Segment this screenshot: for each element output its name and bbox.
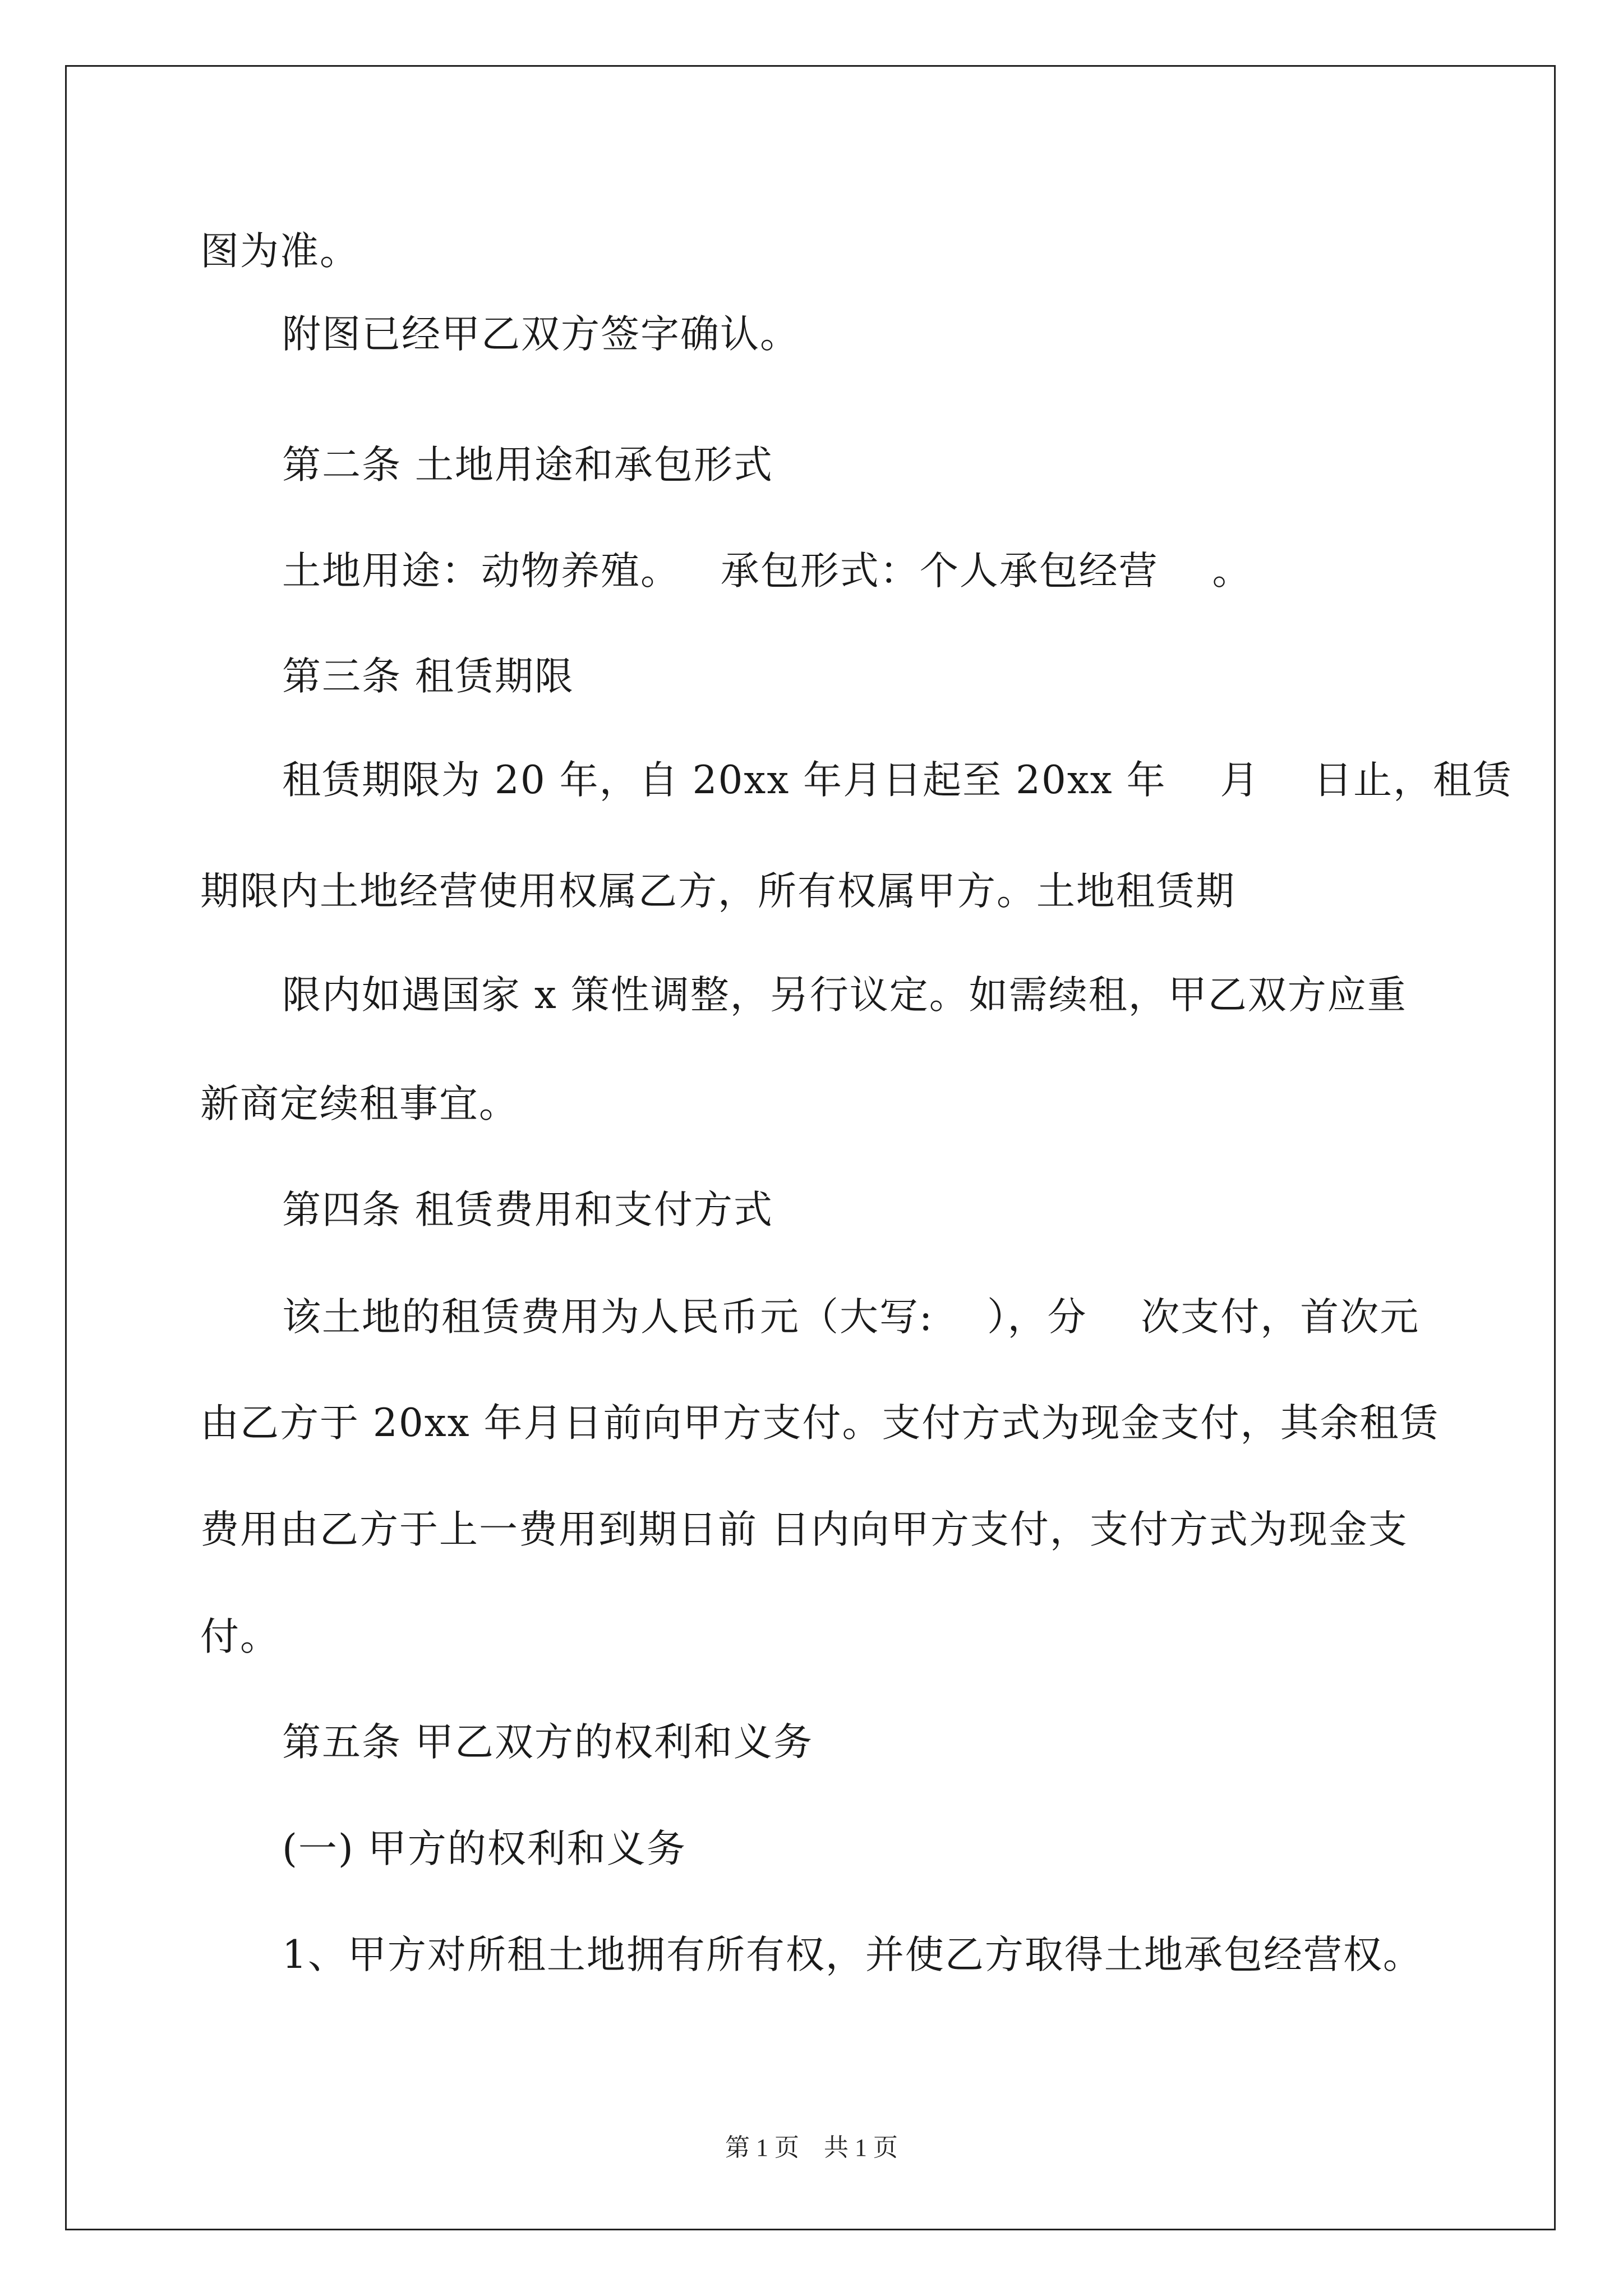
text-line: 费用由乙方于上一费用到期日前 日内向甲方支付，支付方式为现金支 [200,1507,1408,1552]
sub-heading: (一) 甲方的权利和义务 [282,1826,686,1871]
text-line: 付。 [200,1614,280,1659]
text-line: 租赁期限为 20 年，自 20xx 年月日起至 20xx 年 月 日止，租赁 [282,758,1513,803]
section-heading: 第三条 租赁期限 [282,654,574,699]
text-line: 土地用途：动物养殖。 承包形式：个人承包经营 。 [282,549,1252,593]
text-line: 期限内土地经营使用权属乙方，所有权属甲方。土地租赁期 [200,869,1235,914]
page-border [65,65,1556,2230]
text-line: 附图已经甲乙双方签字确认。 [282,312,800,357]
page-number: 第 1 页 共 1 页 [725,2134,898,2161]
text-line: 由乙方于 20xx 年月日前向甲方支付。支付方式为现金支付，其余租赁 [200,1401,1440,1446]
section-heading: 第四条 租赁费用和支付方式 [282,1188,773,1232]
text-line: 该土地的租赁费用为人民币元（大写: ），分 次支付，首次元 [282,1295,1420,1340]
text-line: 新商定续租事宜。 [200,1082,519,1126]
section-heading: 第五条 甲乙双方的权利和义务 [282,1720,813,1765]
section-heading: 第二条 土地用途和承包形式 [282,443,773,487]
text-line: 1、甲方对所租土地拥有所有权，并使乙方取得土地承包经营权。 [282,1932,1423,1977]
text-line: 图为准。 [200,229,359,274]
text-line: 限内如遇国家 x 策性调整，另行议定。如需续租，甲乙双方应重 [282,973,1407,1018]
